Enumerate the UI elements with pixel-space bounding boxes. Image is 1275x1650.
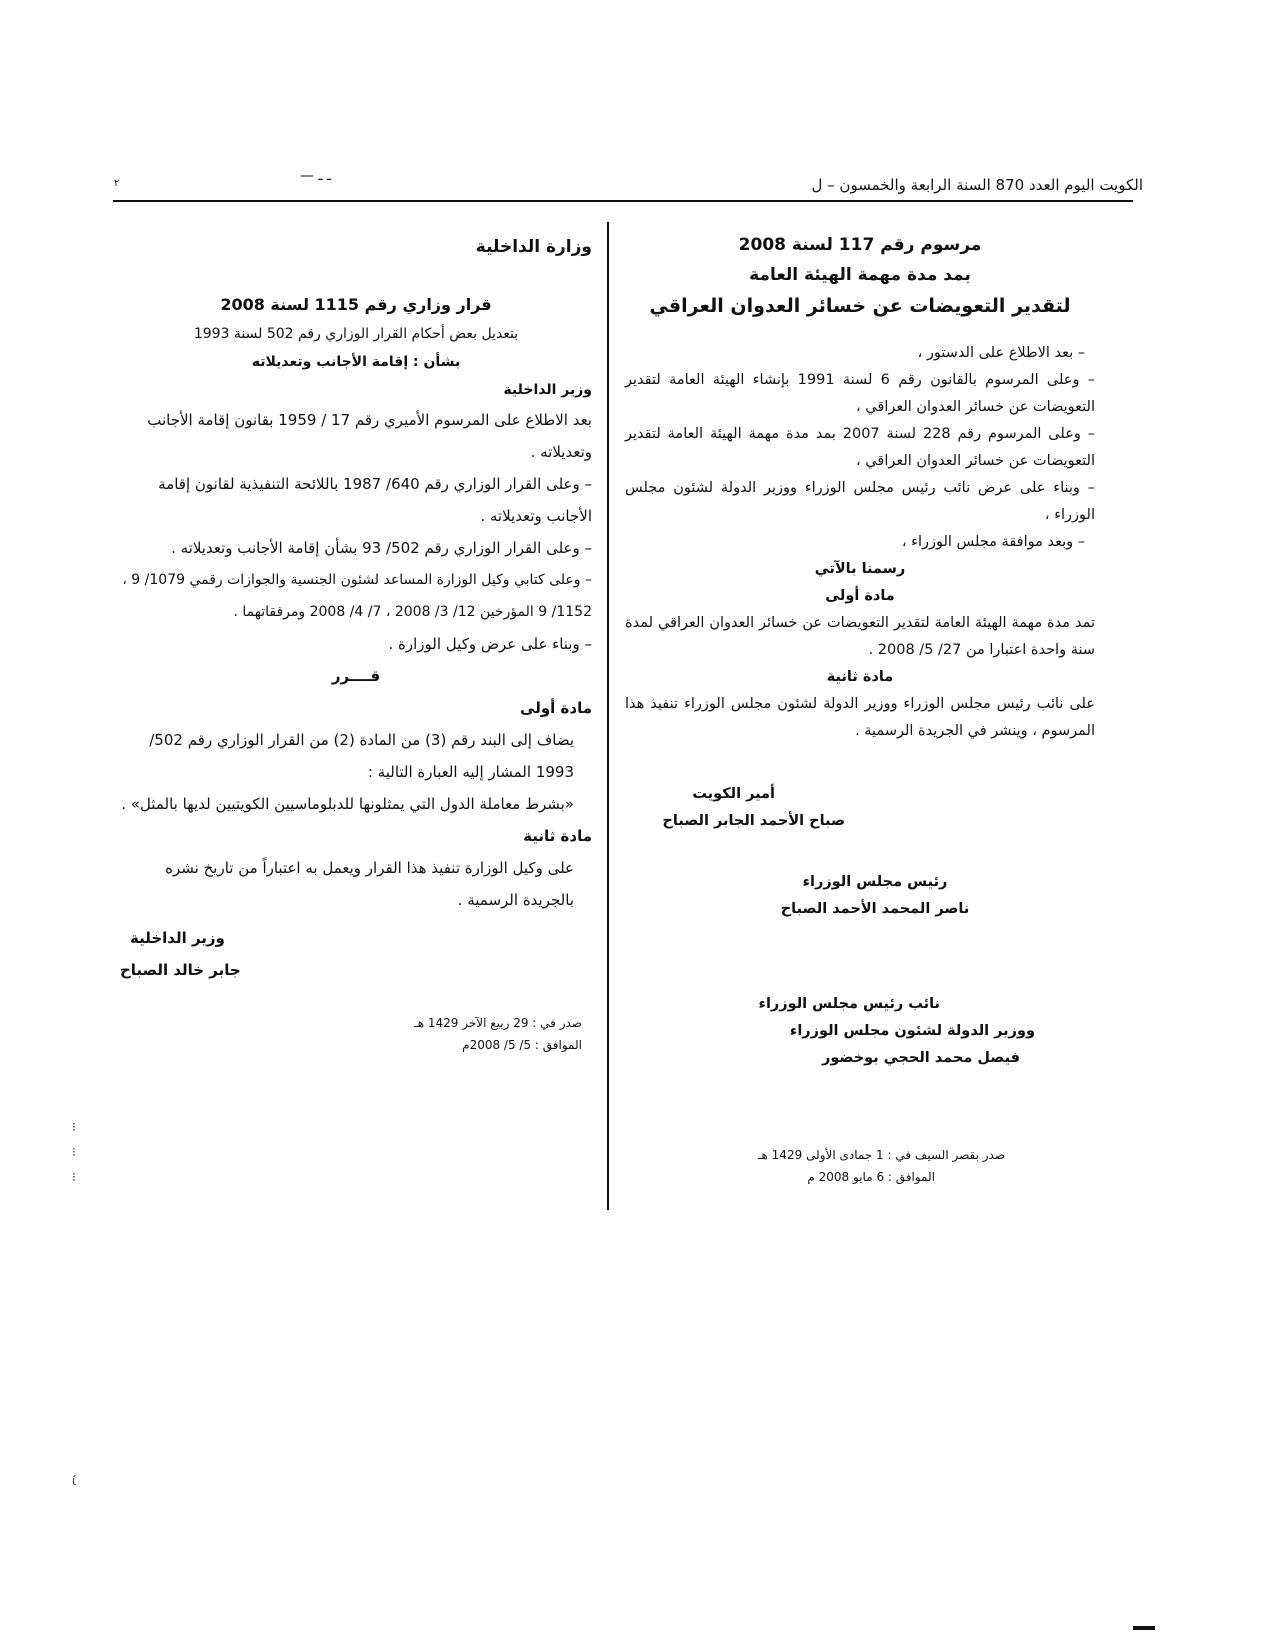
scan-mark xyxy=(1133,1626,1155,1630)
pm-name: ناصر المحمد الأحمد الصباح xyxy=(780,901,970,917)
decree-statement: رسمنا بالآتي xyxy=(814,561,906,577)
ministerial-decision-column xyxy=(120,232,592,1056)
issue-date-gregorian: الموافق : 5/ 5/ 2008م xyxy=(462,1038,582,1052)
signer-title: وزير الداخلية xyxy=(130,929,225,947)
deputy-title: نائب رئيس مجلس الوزراء xyxy=(758,996,940,1012)
ministry-heading: وزارة الداخلية xyxy=(475,237,592,257)
decided-heading: قــــرر xyxy=(331,667,381,685)
gazette-header: الكويت اليوم العدد 870 السنة الرابعة والخمسون – ل xyxy=(811,176,1143,194)
article-2-text: على وكيل الوزارة تنفيذ هذا القرار ويعمل به اعتباراً من تاريخ نشره بالجريدة الرسمية . xyxy=(165,859,574,909)
preamble-item: – وعلى القرار الوزاري رقم 502/ 93 بشأن إقامة الأجانب وتعديلاته . xyxy=(171,539,592,557)
column-divider xyxy=(607,222,609,1210)
margin-mark: ⁝ xyxy=(72,1120,76,1134)
preamble-item: – وبناء على عرض نائب رئيس مجلس الوزراء ووزير الدولة لشئون مجلس الوزراء ، xyxy=(625,480,1095,523)
deputy-name: فيصل محمد الحجي بوخضور xyxy=(821,1050,1020,1066)
minister-label: وزير الداخلية xyxy=(503,382,592,398)
pm-title: رئيس مجلس الوزراء xyxy=(802,874,948,890)
margin-mark: ί xyxy=(72,1474,77,1488)
emir-title: أمير الكويت xyxy=(692,786,775,802)
article-1-quote: «بشرط معاملة الدول التي يمثلونها للدبلوماسيين الكويتيين لديها بالمثل» . xyxy=(121,795,574,813)
margin-mark: ⁝ xyxy=(72,1170,76,1184)
page-corner-mark: ٢ xyxy=(114,178,120,189)
issue-date-gregorian: الموافق : 6 مايو 2008 م xyxy=(807,1170,935,1184)
preamble-item: – وعلى القرار الوزاري رقم 640/ 1987 باللائحة التنفيذية لقانون إقامة الأجانب وتعديلاته . xyxy=(158,475,592,525)
preamble-item: – وعلى المرسوم بالقانون رقم 6 لسنة 1991 بإنشاء الهيئة العامة لتقدير التعويضات عن خسائر العدوان العراقي ، xyxy=(625,372,1095,415)
signer-name: جابر خالد الصباح xyxy=(120,961,241,979)
decree-subtitle: بمد مدة مهمة الهيئة العامة xyxy=(749,265,971,285)
deputy-title-2: ووزير الدولة لشئون مجلس الوزراء xyxy=(789,1023,1035,1039)
decree-title: مرسوم رقم 117 لسنة 2008 xyxy=(738,235,982,255)
decree-column xyxy=(625,230,1095,1188)
article-1-text: يضاف إلى البند رقم (3) من المادة (2) من القرار الوزاري رقم 502/ 1993 المشار إليه العبارة التالية : xyxy=(149,731,574,781)
header-mark: — ـ ـ xyxy=(300,168,332,184)
preamble-item: – وبعد موافقة مجلس الوزراء ، xyxy=(901,534,1085,550)
decision-subtitle: بتعديل بعض أحكام القرار الوزاري رقم 502 لسنة 1993 xyxy=(193,326,519,342)
emir-name: صباح الأحمد الجابر الصباح xyxy=(662,813,845,829)
header-divider xyxy=(113,200,1133,202)
issue-date-hijri: صدر في : 29 ربيع الآخر 1429 هـ xyxy=(414,1016,582,1030)
article-2-title: مادة ثانية xyxy=(826,669,894,685)
issue-date-hijri: صدر بقصر السيف في : 1 جمادى الأولى 1429 هـ xyxy=(758,1148,1005,1162)
article-1-text: تمد مدة مهمة الهيئة العامة لتقدير التعويضات عن خسائر العدوان العراقي لمدة سنة واحدة اعتبارا من 27/ 5/ 2008 . xyxy=(625,615,1095,658)
preamble-item: – بعد الاطلاع على الدستور ، xyxy=(917,345,1085,361)
decree-subtitle-2: لتقدير التعويضات عن خسائر العدوان العراقي xyxy=(649,295,1071,317)
preamble-item: بعد الاطلاع على المرسوم الأميري رقم 17 / 1959 بقانون إقامة الأجانب وتعديلاته . xyxy=(147,411,592,461)
preamble-item: – وبناء على عرض وكيل الوزارة . xyxy=(388,635,592,653)
preamble-item: – وعلى المرسوم رقم 228 لسنة 2007 بمد مدة مهمة الهيئة العامة لتقدير التعويضات عن خسائر العدوان العراقي ، xyxy=(625,426,1095,469)
article-1-title: مادة أولى xyxy=(520,699,592,717)
article-1-title: مادة أولى xyxy=(825,588,895,604)
decision-subject: بشأن : إقامة الأجانب وتعديلاته xyxy=(251,354,461,370)
margin-mark: ⁝ xyxy=(72,1145,76,1159)
article-2-text: على نائب رئيس مجلس الوزراء ووزير الدولة لشئون مجلس الوزراء تنفيذ هذا المرسوم ، وينشر في الجريدة الرسمية . xyxy=(625,696,1095,739)
decision-title: قرار وزاري رقم 1115 لسنة 2008 xyxy=(220,295,492,314)
article-2-title: مادة ثانية xyxy=(523,827,592,845)
preamble-item: – وعلى كتابي وكيل الوزارة المساعد لشئون الجنسية والجوازات رقمي 1079/ 9 ، 1152/ 9 المؤرخين 12/ 3/ 2008 ، 7/ 4/ 2008 ومرفقاتهما . xyxy=(122,572,592,620)
